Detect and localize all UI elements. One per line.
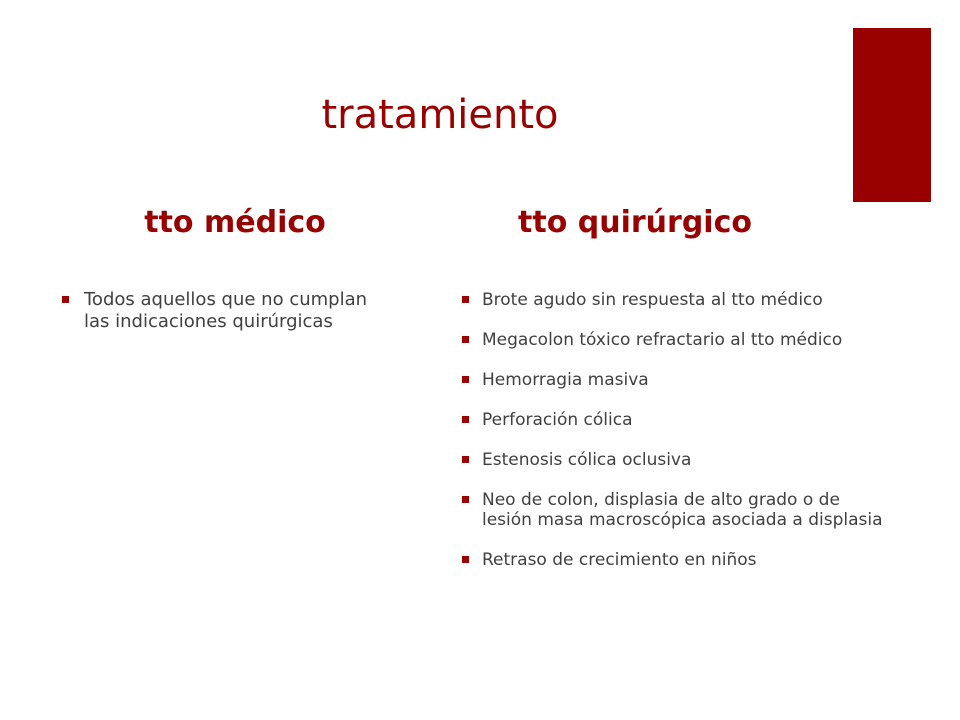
- list-item: [455, 490, 895, 530]
- list-item: [455, 450, 895, 470]
- list-item-text: Todos aquellos que no cumplan las indicaciones quirúrgicas: [84, 289, 368, 332]
- list-item: [57, 289, 397, 333]
- list-item-text: Neo de colon, displasia de alto grado o de lesión masa macroscópica asociada a displasia: [482, 490, 883, 530]
- right-bullet-list: [455, 290, 895, 590]
- list-item: [455, 330, 895, 350]
- square-bullet-icon: [62, 296, 69, 303]
- left-column-heading: tto médico: [144, 205, 326, 240]
- square-bullet-icon: [462, 336, 469, 343]
- list-item-text: Brote agudo sin respuesta al tto médico: [482, 290, 823, 310]
- square-bullet-icon: [462, 556, 469, 563]
- list-item-text: Retraso de crecimiento en niños: [482, 550, 757, 570]
- right-column-heading: tto quirúrgico: [518, 205, 752, 240]
- square-bullet-icon: [462, 496, 469, 503]
- list-item: [455, 370, 895, 390]
- square-bullet-icon: [462, 416, 469, 423]
- list-item-text: Hemorragia masiva: [482, 370, 649, 390]
- square-bullet-icon: [462, 296, 469, 303]
- slide-title: tratamiento: [321, 92, 559, 138]
- list-item-text: Megacolon tóxico refractario al tto médico: [482, 330, 843, 350]
- list-item-text: Estenosis cólica oclusiva: [482, 450, 692, 470]
- list-item: [455, 550, 895, 570]
- left-bullet-list: [57, 289, 397, 333]
- list-item: [455, 410, 895, 430]
- list-item: [455, 290, 895, 310]
- square-bullet-icon: [462, 376, 469, 383]
- square-bullet-icon: [462, 456, 469, 463]
- list-item-text: Perforación cólica: [482, 410, 633, 430]
